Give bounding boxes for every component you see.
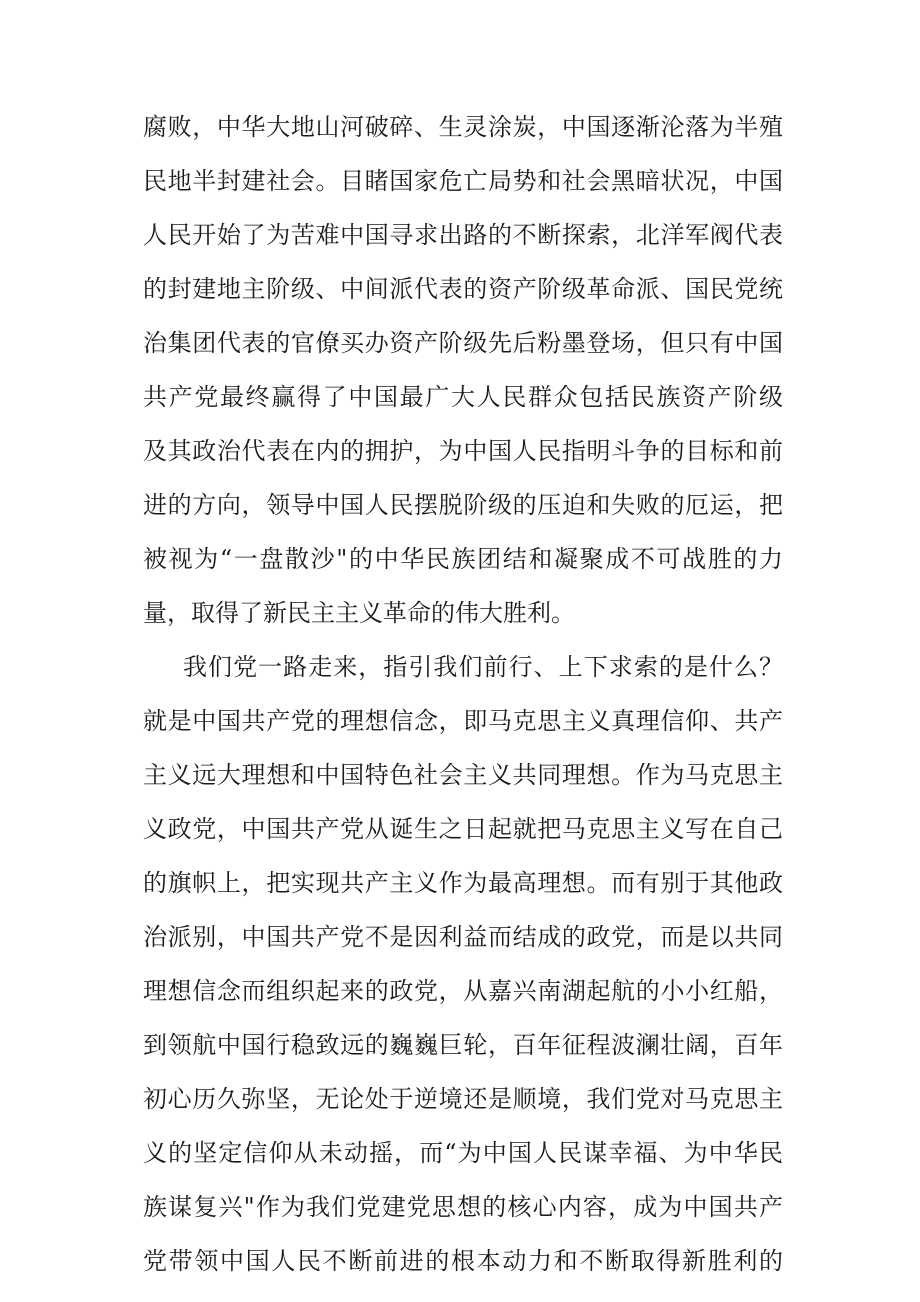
text-line: 到领航中国行稳致远的巍巍巨轮，百年征程波澜壮阔，百年	[143, 1031, 783, 1059]
text-line: 义的坚定信仰从未动摇，而“为中国人民谋幸福、为中华民	[143, 1139, 783, 1167]
text-line: 治集团代表的官僚买办资产阶级先后粉墨登场，但只有中国	[143, 329, 783, 357]
text-line: 理想信念而组织起来的政党，从嘉兴南湖起航的小小红船，	[143, 977, 783, 1005]
text-line: 共产党最终赢得了中国最广大人民群众包括民族资产阶级	[143, 383, 783, 411]
text-line: 党带领中国人民不断前进的根本动力和不断取得新胜利的	[143, 1247, 783, 1275]
text-line: 初心历久弥坚，无论处于逆境还是顺境，我们党对马克思主	[143, 1085, 783, 1113]
text-line: 人民开始了为苦难中国寻求出路的不断探索，北洋军阀代表	[143, 221, 783, 249]
text-line: 我们党一路走来，指引我们前行、上下求索的是什么？	[183, 653, 783, 681]
text-line: 的旗帜上，把实现共产主义作为最高理想。而有别于其他政	[143, 869, 783, 897]
text-line: 量，取得了新民主主义革命的伟大胜利。	[143, 599, 575, 627]
text-line: 的封建地主阶级、中间派代表的资产阶级革命派、国民党统	[143, 275, 783, 303]
text-line: 主义远大理想和中国特色社会主义共同理想。作为马克思主	[143, 761, 783, 789]
text-line: 进的方向，领导中国人民摆脱阶级的压迫和失败的厄运，把	[143, 491, 783, 519]
text-line: 民地半封建社会。目睹国家危亡局势和社会黑暗状况，中国	[143, 167, 783, 195]
text-line: 义政党，中国共产党从诞生之日起就把马克思主义写在自己	[143, 815, 783, 843]
text-line: 被视为“一盘散沙"的中华民族团结和凝聚成不可战胜的力	[143, 545, 783, 573]
paragraph-2	[143, 640, 783, 1288]
text-line: 腐败，中华大地山河破碎、生灵涂炭，中国逐渐沦落为半殖	[143, 113, 783, 141]
text-line: 治派别，中国共产党不是因利益而结成的政党，而是以共同	[143, 923, 783, 951]
text-line: 及其政治代表在内的拥护，为中国人民指明斗争的目标和前	[143, 437, 783, 465]
text-line: 就是中国共产党的理想信念，即马克思主义真理信仰、共产	[143, 707, 783, 735]
text-line: 族谋复兴"作为我们党建党思想的核心内容，成为中国共产	[143, 1193, 783, 1221]
document-body	[143, 100, 783, 1288]
paragraph-1	[143, 100, 783, 640]
